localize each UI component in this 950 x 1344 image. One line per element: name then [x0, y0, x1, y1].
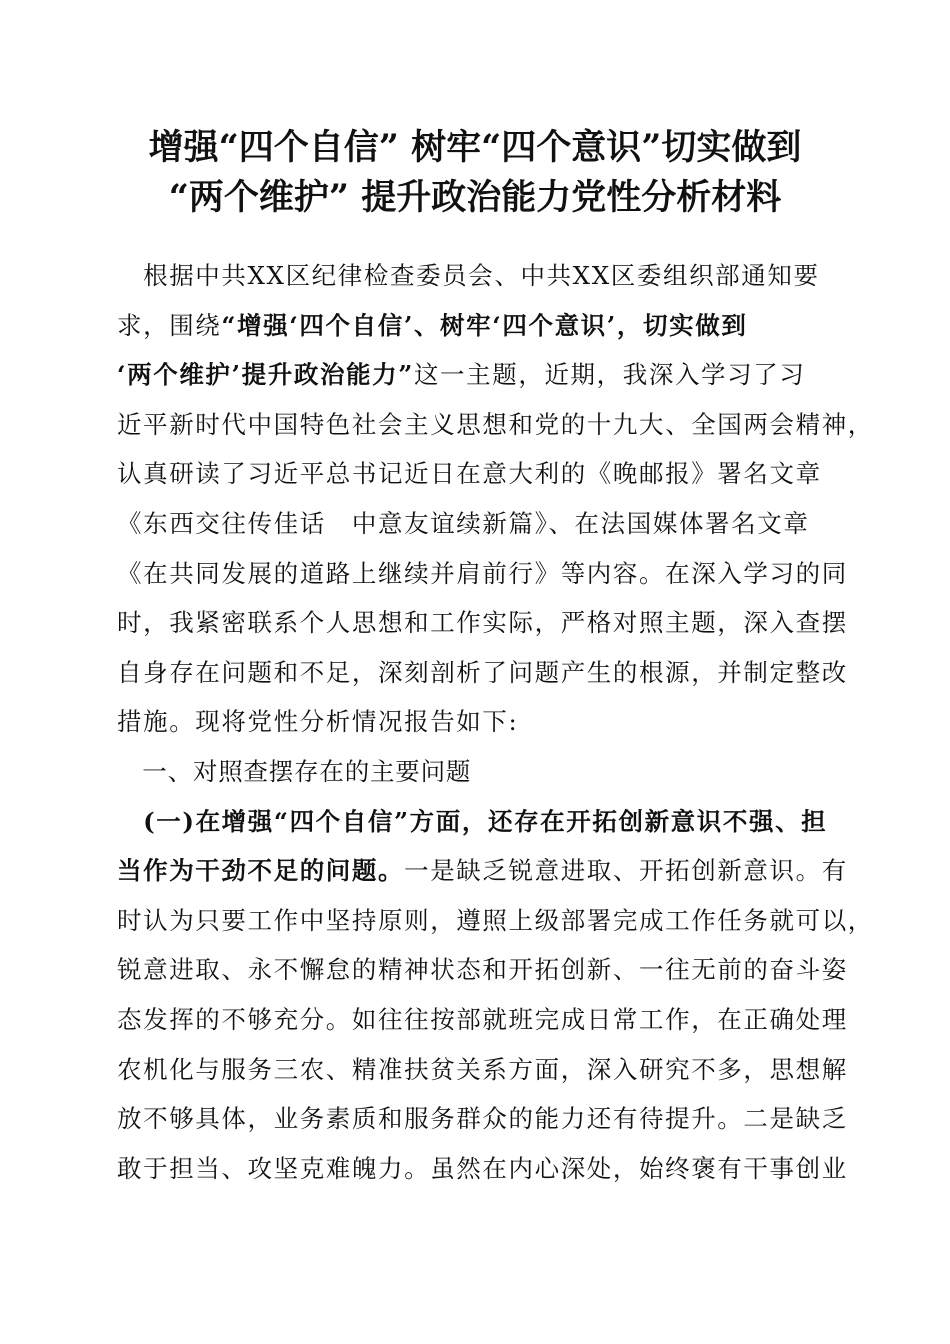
body-line	[117, 549, 848, 599]
body-line	[117, 697, 837, 747]
body-line	[117, 846, 848, 896]
body-line	[117, 797, 837, 847]
body-line	[117, 251, 837, 301]
body-line	[117, 648, 848, 698]
bold-text: “增强‘四个自信’、树牢‘四个意识’，切实做到	[221, 310, 748, 340]
document-body	[117, 251, 874, 1193]
body-text-run: 求，围绕	[117, 310, 222, 340]
body-text-run: 一是缺乏锐意进取、开拓创新意识。有	[404, 856, 848, 886]
body-text-run: 敢于担当、攻坚克难魄力。虽然在内心深处，始终褒有干事创业	[117, 1153, 848, 1183]
body-text-run: 这一主题，近期，我深入学习了习	[413, 360, 806, 390]
body-text-run: 认真研读了习近平总书记近日在意大利的《晚邮报》署名文章	[117, 459, 822, 489]
body-text-run: 自身存在问题和不足，深刻剖析了问题产生的根源，并制定整改	[117, 657, 848, 687]
body-text-run: 近平新时代中国特色社会主义思想和党的十九大、全国两会精神，	[117, 409, 874, 439]
body-line	[117, 1144, 848, 1194]
body-text-run: 态发挥的不够充分。如往往按部就班完成日常工作，在正确处理	[117, 1004, 848, 1034]
body-line	[117, 350, 837, 400]
body-line	[117, 499, 837, 549]
document-title-line-2: “两个维护” 提升政治能力党性分析材料	[168, 177, 782, 218]
body-text-run: 《东西交往传佳话 中意友谊续新篇》、在法国媒体署名文章	[117, 508, 810, 538]
body-line	[117, 995, 848, 1045]
bold-text: (一)在增强“四个自信”方面，还存在开拓创新意识不强、担	[117, 806, 828, 836]
body-text-run: 根据中共XX区纪律检查委员会、中共XX区委组织部通知要	[117, 261, 820, 290]
body-text-run: 农机化与服务三农、精准扶贫关系方面，深入研究不多，思想解	[117, 1054, 848, 1084]
body-line	[117, 1045, 848, 1095]
bold-text: 当作为干劲不足的问题。	[117, 856, 405, 886]
document-title-line-1: 增强“四个自信” 树牢“四个意识”切实做到	[148, 127, 802, 168]
body-line	[117, 598, 848, 648]
body-text-run: 时，我紧密联系个人思想和工作实际，严格对照主题，深入查摆	[117, 608, 848, 638]
body-line	[117, 1094, 848, 1144]
body-text-run: 时认为只要工作中坚持原则，遵照上级部署完成工作任务就可以，	[117, 905, 874, 935]
body-text-run: 《在共同发展的道路上继续并肩前行》等内容。在深入学习的同	[117, 558, 848, 588]
body-text-run: 措施。现将党性分析情况报告如下:	[117, 707, 519, 737]
body-line	[117, 896, 874, 946]
body-line	[117, 400, 874, 450]
body-line	[117, 449, 837, 499]
body-line	[117, 945, 848, 995]
body-text-run: 锐意进取、永不懈怠的精神状态和开拓创新、一往无前的奋斗姿	[117, 955, 848, 985]
body-line	[117, 301, 837, 351]
bold-text: ‘两个维护’提升政治能力”	[117, 360, 414, 390]
body-text-run: 放不够具体，业务素质和服务群众的能力还有待提升。二是缺乏	[117, 1104, 848, 1134]
section-heading: 一、对照查摆存在的主要问题	[117, 756, 472, 786]
body-line	[117, 747, 837, 797]
